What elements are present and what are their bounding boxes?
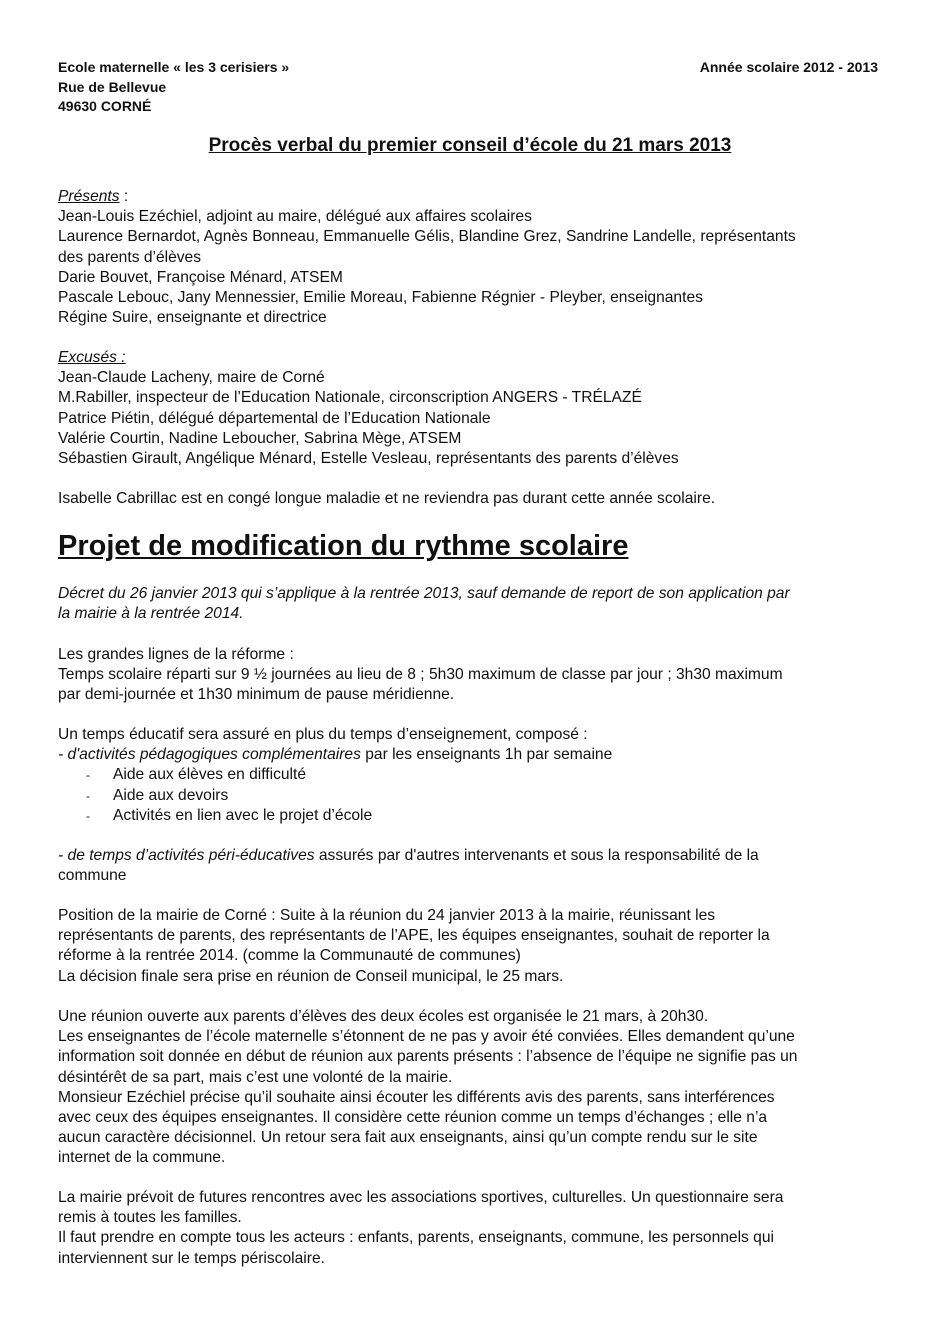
presents-heading <box>58 187 884 207</box>
presents-line: des parents d’élèves <box>58 248 202 266</box>
meeting-line: information soit donnée en début de réunion aux parents présents : l’absence de l’équipe ne signifie pas un <box>58 1048 798 1066</box>
presents-line: Laurence Bernardot, Agnès Bonneau, Emmanuelle Gélis, Blandine Grez, Sandrine Landelle, représentants <box>58 228 796 246</box>
dash-icon: - <box>86 808 90 823</box>
presents-section <box>58 187 884 328</box>
tap-rest: assurés par d'autres intervenants et sous la responsabilité de la <box>314 847 759 864</box>
future-line: remis à toutes les familles. <box>58 1209 242 1227</box>
section-heading: Projet de modification du rythme scolaire <box>58 530 629 562</box>
position-line: représentants de parents, des représentants de l’APE, les équipes enseignantes, souhait de reporter la <box>58 927 770 945</box>
list-item <box>58 786 884 806</box>
list-item <box>58 806 884 826</box>
position-line: réforme à la rentrée 2014. (comme la Communauté de communes) <box>58 947 521 965</box>
reform-line: Temps scolaire réparti sur 9 ½ journées au lieu de 8 ; 5h30 maximum de classe par jour ; 3h30 maximum <box>58 666 783 684</box>
list-item-text: Activités en lien avec le projet d’école <box>113 806 373 824</box>
decree-paragraph <box>58 584 884 624</box>
presents-line: Pascale Lebouc, Jany Mennessier, Emilie Moreau, Fabienne Régnier - Pleyber, enseignantes <box>58 289 703 307</box>
list-item-text: Aide aux devoirs <box>113 786 229 804</box>
presents-suffix: : <box>119 188 129 205</box>
school-header <box>58 58 878 117</box>
presents-line: Darie Bouvet, Françoise Ménard, ATSEM <box>58 268 343 286</box>
school-city: 49630 CORNÉ <box>58 98 152 114</box>
reform-paragraph <box>58 645 884 706</box>
position-paragraph <box>58 906 884 987</box>
meeting-line: Les enseignantes de l’école maternelle s’étonnent de ne pas y avoir été conviées. Elles demandent qu’une <box>58 1028 795 1046</box>
future-line: Il faut prendre en compte tous les acteurs : enfants, parents, enseignants, commune, les personnels qui <box>58 1229 774 1247</box>
future-line: La mairie prévoit de futures rencontres avec les associations sportives, culturelles. Un questionnaire sera <box>58 1189 784 1206</box>
presents-label: Présents <box>58 188 120 205</box>
decree-line: Décret du 26 janvier 2013 qui s’applique à la rentrée 2013, sauf demande de report de son application par <box>58 585 790 602</box>
tap-paragraph <box>58 846 884 886</box>
meeting-line: Monsieur Ezéchiel précise qu’il souhaite ainsi écouter les différents avis des parents, sans interférences <box>58 1088 775 1106</box>
excuses-label: Excusés : <box>58 349 126 366</box>
apc-italic: - d'activités pédagogiques complémentaires <box>58 746 361 764</box>
excuses-line: Jean-Claude Lacheny, maire de Corné <box>58 369 325 387</box>
school-year: Année scolaire 2012 - 2013 <box>699 59 878 75</box>
school-street: Rue de Bellevue <box>58 78 167 95</box>
tap-italic: - de temps d’activités péri-éducatives <box>58 847 315 864</box>
future-paragraph <box>58 1188 884 1269</box>
decree-line: la mairie à la rentrée 2014. <box>58 605 244 623</box>
list-item-text: Aide aux élèves en difficulté <box>113 766 307 784</box>
apc-line <box>58 745 884 765</box>
tap-line-2: commune <box>58 867 127 885</box>
position-line: La décision finale sera prise en réunion de Conseil municipal, le 25 mars. <box>58 967 564 985</box>
presents-line: Jean-Louis Ezéchiel, adjoint au maire, délégué aux affaires scolaires <box>58 208 532 226</box>
excuses-line: Valérie Courtin, Nadine Leboucher, Sabrina Mège, ATSEM <box>58 429 462 447</box>
school-name: Ecole maternelle « les 3 cerisiers » <box>58 59 290 75</box>
meeting-line: désintérêt de sa part, mais c’est une volonté de la mairie. <box>58 1068 453 1086</box>
presents-line: Régine Suire, enseignante et directrice <box>58 309 327 327</box>
meeting-paragraph <box>58 1007 884 1169</box>
excuses-line: Sébastien Girault, Angélique Ménard, Estelle Vesleau, représentants des parents d’élèves <box>58 450 679 468</box>
reform-intro: Les grandes lignes de la réforme : <box>58 646 294 663</box>
position-line: Position de la mairie de Corné : Suite à la réunion du 24 janvier 2013 à la mairie, réunissant les <box>58 907 716 924</box>
absence-note: Isabelle Cabrillac est en congé longue maladie et ne reviendra pas durant cette année scolaire. <box>58 490 716 507</box>
document-title: Procès verbal du premier conseil d’école du 21 mars 2013 <box>208 135 732 156</box>
tap-line <box>58 846 884 866</box>
excuses-section <box>58 348 884 469</box>
meeting-line: internet de la commune. <box>58 1149 226 1167</box>
list-item <box>58 765 884 785</box>
excuses-line: M.Rabiller, inspecteur de l’Education Nationale, circonscription ANGERS - TRÉLAZÉ <box>58 389 642 407</box>
reform-line: par demi-journée et 1h30 minimum de pause méridienne. <box>58 686 455 704</box>
dash-icon: - <box>86 768 90 783</box>
apc-rest: par les enseignants 1h par semaine <box>360 746 613 764</box>
educ-intro: Un temps éducatif sera assuré en plus du temps d’enseignement, composé : <box>58 726 588 743</box>
meeting-line: avec ceux des équipes enseignantes. Il considère cette réunion comme un temps d’échanges ; elle n’a <box>58 1109 768 1127</box>
excuses-line: Patrice Piétin, délégué départemental de l’Education Nationale <box>58 409 491 427</box>
dash-icon: - <box>86 788 90 803</box>
meeting-line: Une réunion ouverte aux parents d’élèves des deux écoles est organisée le 21 mars, à 20h30. <box>58 1008 709 1025</box>
educ-paragraph <box>58 725 884 826</box>
meeting-line: aucun caractère décisionnel. Un retour sera fait aux enseignants, ainsi qu’un compte rendu sur le site <box>58 1129 758 1147</box>
future-line: interviennent sur le temps périscolaire. <box>58 1249 325 1267</box>
